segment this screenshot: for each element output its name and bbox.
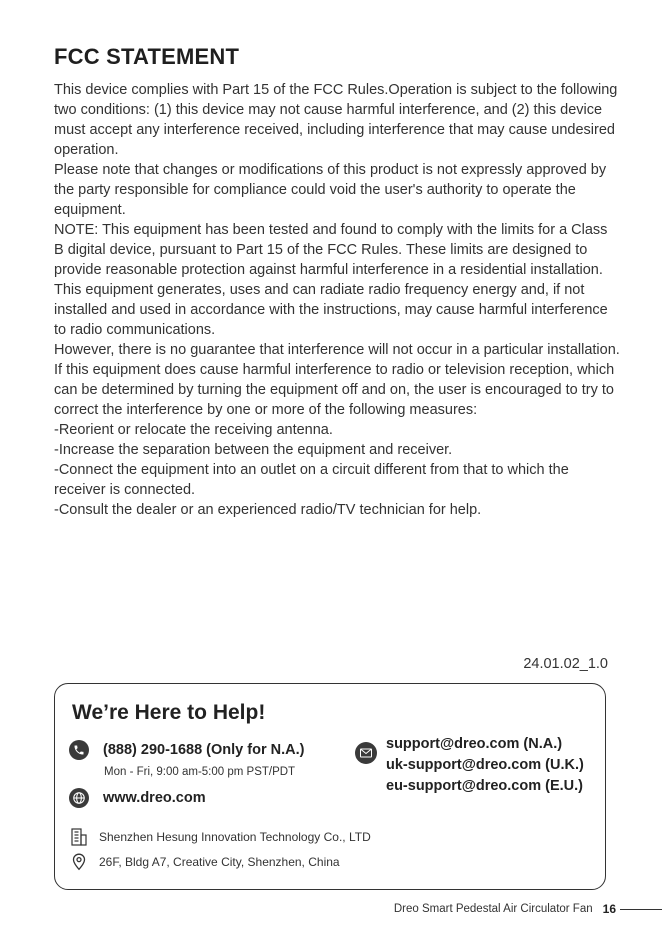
paragraph-guarantee: However, there is no guarantee that interference will not occur in a particular installation. — [54, 342, 620, 358]
page-footer — [394, 902, 662, 916]
measure-separation: -Increase the separation between the equipment and receiver. — [54, 442, 453, 458]
email-icon-wrap — [355, 742, 377, 764]
paragraph-note: NOTE: This equipment has been tested and found to comply with the limits for a Class B digital device, pursuant to Part 15 of the FCC Rules. These limits are designed to provide reasonable protection against harmful interference in a residential installation. This equipment generates, uses and can radiate radio frequency energy and, if not installed and used in accordance with the instructions, may cause harmful interference to radio communications. — [54, 222, 608, 338]
paragraph-modifications: Please note that changes or modifications of this product is not expressly approved by the party responsible for compliance could void the user's authority to operate the equipment. — [54, 162, 607, 218]
version-label: 24.01.02_1.0 — [523, 656, 608, 672]
measure-outlet: -Connect the equipment into an outlet on a circuit different from that to which the receiver is connected. — [54, 462, 569, 498]
website-link[interactable]: www.dreo.com — [103, 790, 206, 806]
email-uk[interactable]: uk-support@dreo.com (U.K.) — [386, 757, 584, 773]
phone-number[interactable]: (888) 290-1688 (Only for N.A.) — [103, 742, 305, 758]
paragraph-interference: If this equipment does cause harmful interference to radio or television reception, which can be determined by turning the equipment off and on, the user is encouraged to try to correct the interference by one or more of the following measures: — [54, 362, 615, 418]
globe-icon — [69, 788, 89, 808]
building-icon — [69, 827, 89, 847]
phone-row — [69, 740, 304, 760]
measure-reorient: -Reorient or relocate the receiving antenna. — [54, 422, 333, 438]
email-eu[interactable]: eu-support@dreo.com (E.U.) — [386, 778, 584, 794]
fcc-statement-body — [54, 80, 620, 520]
help-title: We’re Here to Help! — [72, 701, 266, 724]
paragraph-compliance: This device complies with Part 15 of the FCC Rules.Operation is subject to the following two conditions: (1) this device may not cause harmful interference, and (2) this device must accept any interference received, including interference that may cause undesired operation. — [54, 82, 618, 158]
location-pin-icon — [69, 852, 89, 872]
email-na[interactable]: support@dreo.com (N.A.) — [386, 736, 563, 752]
company-row — [69, 827, 371, 847]
support-hours: Mon - Fri, 9:00 am-5:00 pm PST/PDT — [104, 766, 296, 778]
company-name: Shenzhen Hesung Innovation Technology Co., LTD — [99, 830, 371, 844]
measure-consult: -Consult the dealer or an experienced radio/TV technician for help. — [54, 502, 482, 518]
company-address: 26F, Bldg A7, Creative City, Shenzhen, China — [99, 855, 340, 869]
page-title: FCC STATEMENT — [54, 44, 240, 69]
email-list — [386, 734, 584, 797]
address-row — [69, 852, 340, 872]
page-number: 16 — [602, 902, 616, 916]
email-icon — [355, 742, 377, 764]
footer-product-name: Dreo Smart Pedestal Air Circulator Fan — [393, 903, 593, 915]
phone-icon — [69, 740, 89, 760]
website-row — [69, 788, 206, 808]
help-box — [54, 683, 606, 890]
footer-rule — [620, 909, 662, 910]
